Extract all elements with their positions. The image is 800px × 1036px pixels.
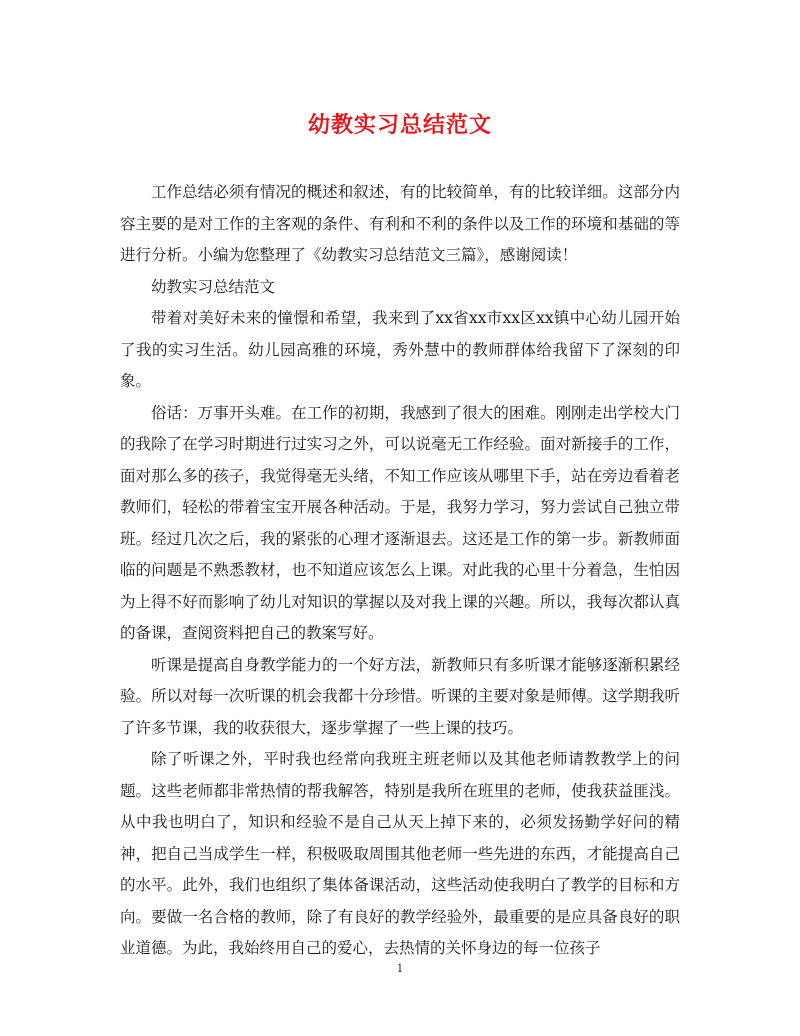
document-title: 幼教实习总结范文 (307, 112, 492, 138)
body-paragraph: 带着对美好未来的憧憬和希望，我来到了xx省xx市xx区xx镇中心幼儿园开始了我的实习生活。幼儿园高雅的环境，秀外慧中的教师群体给我留下了深刻的印象。 (120, 309, 680, 390)
body-paragraph: 除了听课之外，平时我也经常向我班主班老师以及其他老师请教教学上的问题。这些老师都非常热情的帮我解答，特别是我所在班里的老师，使我获益匪浅。从中我也明白了，知识和经验不是自己从天上掉下来的，必须发扬勤学好问的精神，把自己当成学生一样，积极吸取周围其他老师一些先进的东西，才能提高自己的水平。此外，我们也组织了集体备课活动，这些活动使我明白了教学的目标和方向。要做一名合格的教师，除了有良好的教学经验外，最重要的是应具备良好的职业道德。为此，我始终用自己的爱心，去热情的关怀身边的每一位孩子 (120, 750, 680, 957)
document-body (120, 177, 680, 965)
body-paragraph: 俗话：万事开头难。在工作的初期，我感到了很大的困难。刚刚走出学校大门的我除了在学习时期进行过实习之外，可以说毫无工作经验。面对新接手的工作，面对那么多的孩子，我觉得毫无头绪，不知工作应该从哪里下手，站在旁边看着老教师们，轻松的带着宝宝开展各种活动。于是，我努力学习，努力尝试自己独立带班。经过几次之后，我的紧张的心理才逐渐退去。这还是工作的第一步。新教师面临的问题是不熟悉教材，也不知道应该怎么上课。对此我的心里十分着急，生怕因为上得不好而影响了幼儿对知识的掌握以及对我上课的兴趣。所以，我每次都认真的备课，查阅资料把自己的教案写好。 (120, 403, 680, 642)
intro-paragraph: 工作总结必须有情况的概述和叙述，有的比较简单，有的比较详细。这部分内容主要的是对工作的主客观的条件、有利和不利的条件以及工作的环境和基础的等进行分析。小编为您整理了《幼教实习总结范文三篇》，感谢阅读！ (120, 183, 680, 264)
page-number: 1 (396, 962, 404, 975)
section-heading: 幼教实习总结范文 (151, 277, 276, 296)
body-paragraph: 听课是提高自身教学能力的一个好方法，新教师只有多听课才能够逐渐积累经验。所以对每一次听课的机会我都十分珍惜。听课的主要对象是师傅。这学期我听了许多节课，我的收获很大，逐步掌握了一些上课的技巧。 (120, 655, 680, 737)
